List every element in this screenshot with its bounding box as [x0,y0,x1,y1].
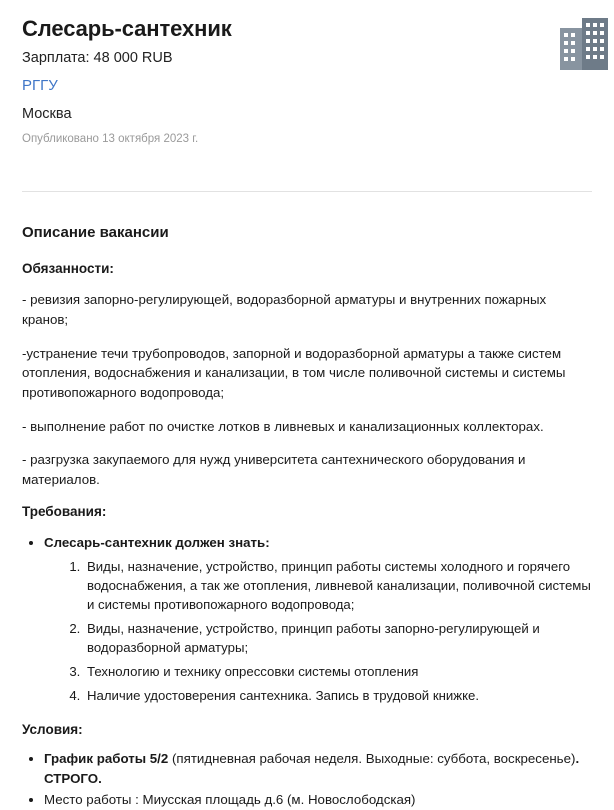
responsibility-paragraph: - выполнение работ по очистке лотков в ливневых и канализационных коллекторах. [22,418,544,434]
responsibility-paragraph: -устранение течи трубопроводов, запорной и водоразборной арматуры а также систем отопления, водоснабжения и канализации, в том числе поливочной системы и системы противопожарного водопровода; [22,345,566,400]
requirements-bullet-label: Слесарь-сантехник должен знать: [44,534,270,550]
requirements-bullet-list [22,533,592,706]
responsibility-paragraph: - ревизия запорно-регулирующей, водоразборной арматуры и внутренних пожарных кранов; [22,292,547,327]
list-item [44,533,592,706]
condition-normal-text: (пятидневная рабочая неделя. Выходные: суббота, воскресенье) [171,750,576,766]
responsibilities-heading: Обязанности: [22,261,114,277]
salary-text: Зарплата: 48 000 RUB [22,50,173,67]
page-title: Слесарь-сантехник [22,16,232,41]
conditions-heading: Условия: [22,721,83,737]
responsibility-paragraph: - разгрузка закупаемого для нужд университета сантехнического оборудования и материалов. [22,452,526,487]
header-divider [22,191,592,192]
conditions-list [22,749,592,810]
list-item: 1. Виды, назначение, устройство, принцип работы системы холодного и горячего водоснабжения, а так же отопления, ливневой канализации, поливочной системы и системы противопожарного водопровода; [84,557,592,614]
company-link[interactable]: РГГУ [22,77,58,95]
condition-bold-prefix: График работы 5/2 [44,750,172,766]
list-item: 4. Наличие удостоверения сантехника. Запись в трудовой книжке. [84,686,592,705]
requirements-numbered-list [44,557,592,706]
vacancy-header [0,0,614,192]
condition-normal-text: Место работы : Миусская площадь д.6 (м. Новослободская) [44,792,416,808]
vacancy-description [0,200,614,810]
office-building-icon [558,16,614,70]
list-item: 2. Виды, назначение, устройство, принцип работы запорно-регулирующей и водоразборной арматуры; [84,619,592,657]
published-date: Опубликовано 13 октября 2023 г. [22,133,199,146]
list-item [44,790,592,810]
description-title: Описание вакансии [22,224,169,242]
condition-bold-suffix: . СТРОГО. [44,750,580,786]
city-text: Москва [22,106,72,123]
requirements-heading: Требования: [22,503,107,519]
list-item: 3. Технологию и технику опрессовки системы отопления [84,662,592,681]
list-item [44,749,592,789]
